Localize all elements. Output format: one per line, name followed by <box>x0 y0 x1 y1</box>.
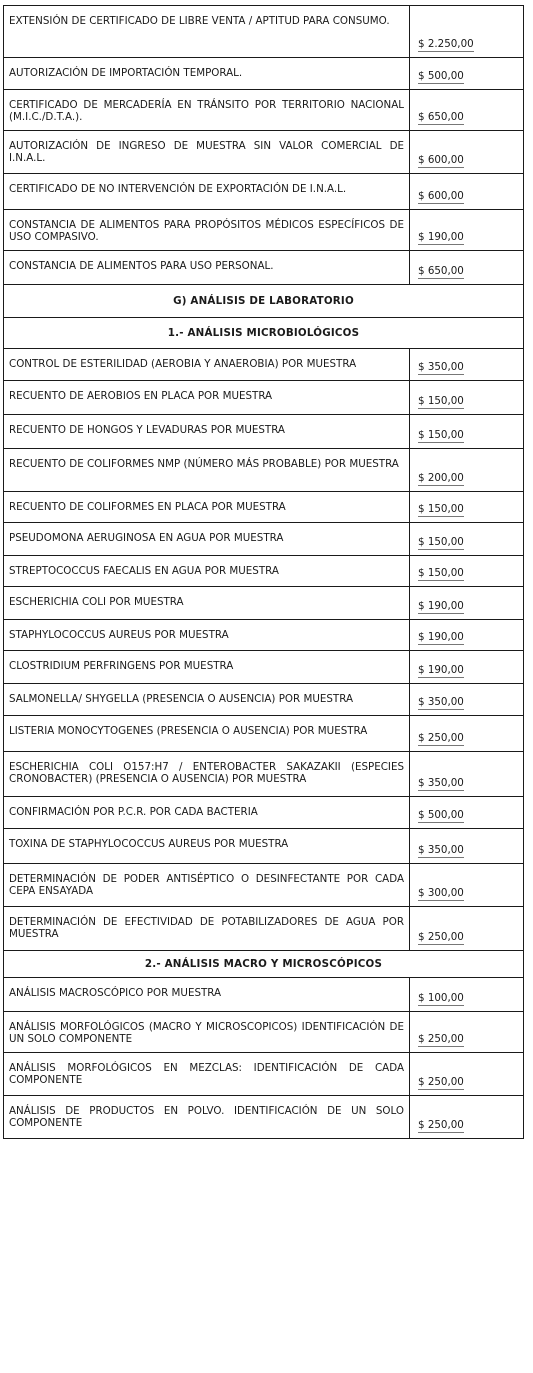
fee-row <box>4 684 524 716</box>
fee-price-cell <box>410 620 524 651</box>
fee-price-cell <box>410 58 524 90</box>
fee-price: $ 600,00 <box>418 190 464 204</box>
fee-description: CERTIFICADO DE NO INTERVENCIÓN DE EXPORTACIÓN DE I.N.A.L. <box>4 174 410 210</box>
fee-description: CERTIFICADO DE MERCADERÍA EN TRÁNSITO POR TERRITORIO NACIONAL (M.I.C./D.T.A.). <box>4 90 410 131</box>
fee-table-body <box>4 6 524 1139</box>
fee-price: $ 500,00 <box>418 809 464 823</box>
section-heading: G) ANÁLISIS DE LABORATORIO <box>4 285 524 318</box>
fee-row <box>4 415 524 449</box>
fee-row <box>4 210 524 251</box>
fee-row <box>4 174 524 210</box>
section-heading: 2.- ANÁLISIS MACRO Y MICROSCÓPICOS <box>4 951 524 978</box>
fee-price: $ 650,00 <box>418 265 464 279</box>
fee-row <box>4 556 524 587</box>
fee-description: LISTERIA MONOCYTOGENES (PRESENCIA O AUSENCIA) POR MUESTRA <box>4 716 410 752</box>
fee-description: RECUENTO DE HONGOS Y LEVADURAS POR MUESTRA <box>4 415 410 449</box>
fee-description: ANÁLISIS MORFOLÓGICOS EN MEZCLAS: IDENTIFICACIÓN DE CADA COMPONENTE <box>4 1053 410 1096</box>
fee-row <box>4 907 524 951</box>
fee-price-cell <box>410 684 524 716</box>
fee-row <box>4 587 524 620</box>
fee-row <box>4 1096 524 1139</box>
fee-price: $ 2.250,00 <box>418 38 474 52</box>
fee-description: CLOSTRIDIUM PERFRINGENS POR MUESTRA <box>4 651 410 684</box>
fee-price: $ 350,00 <box>418 696 464 710</box>
fee-description: TOXINA DE STAPHYLOCOCCUS AUREUS POR MUESTRA <box>4 829 410 864</box>
fee-price-cell <box>410 523 524 556</box>
fee-description: RECUENTO DE AEROBIOS EN PLACA POR MUESTRA <box>4 381 410 415</box>
fee-price-cell <box>410 6 524 58</box>
fee-price-cell <box>410 251 524 285</box>
fee-price-cell <box>410 449 524 492</box>
fee-price-cell <box>410 415 524 449</box>
fee-price: $ 150,00 <box>418 395 464 409</box>
fee-row <box>4 716 524 752</box>
fee-row <box>4 651 524 684</box>
fee-row <box>4 381 524 415</box>
fee-price-cell <box>410 1012 524 1053</box>
fee-price-cell <box>410 829 524 864</box>
fee-description: CONSTANCIA DE ALIMENTOS PARA PROPÓSITOS MÉDICOS ESPECÍFICOS DE USO COMPASIVO. <box>4 210 410 251</box>
fee-price: $ 350,00 <box>418 777 464 791</box>
fee-price: $ 500,00 <box>418 70 464 84</box>
fee-row <box>4 492 524 523</box>
fee-row <box>4 978 524 1012</box>
fee-price-cell <box>410 210 524 251</box>
fee-price-cell <box>410 752 524 797</box>
fee-description: ANÁLISIS MACROSCÓPICO POR MUESTRA <box>4 978 410 1012</box>
fee-price: $ 250,00 <box>418 1076 464 1090</box>
fee-row <box>4 131 524 174</box>
fee-description: AUTORIZACIÓN DE IMPORTACIÓN TEMPORAL. <box>4 58 410 90</box>
fee-price: $ 250,00 <box>418 1119 464 1133</box>
fee-price-cell <box>410 978 524 1012</box>
fee-price-cell <box>410 864 524 907</box>
fee-price: $ 150,00 <box>418 503 464 517</box>
fee-description: RECUENTO DE COLIFORMES NMP (NÚMERO MÁS PROBABLE) POR MUESTRA <box>4 449 410 492</box>
fee-row <box>4 752 524 797</box>
fee-description: CONSTANCIA DE ALIMENTOS PARA USO PERSONAL. <box>4 251 410 285</box>
fee-description: ESCHERICHIA COLI O157:H7 / ENTEROBACTER SAKAZAKII (ESPECIES CRONOBACTER) (PRESENCIA O AUSENCIA) POR MUESTRA <box>4 752 410 797</box>
fee-price: $ 600,00 <box>418 154 464 168</box>
fee-price-cell <box>410 1096 524 1139</box>
fee-price-cell <box>410 349 524 381</box>
fee-description: DETERMINACIÓN DE PODER ANTISÉPTICO O DESINFECTANTE POR CADA CEPA ENSAYADA <box>4 864 410 907</box>
fee-description: STREPTOCOCCUS FAECALIS EN AGUA POR MUESTRA <box>4 556 410 587</box>
fee-row <box>4 6 524 58</box>
fee-row <box>4 251 524 285</box>
section-row <box>4 285 524 318</box>
fee-price-cell <box>410 492 524 523</box>
fee-row <box>4 797 524 829</box>
fee-row <box>4 620 524 651</box>
fee-price: $ 350,00 <box>418 844 464 858</box>
fee-price: $ 150,00 <box>418 567 464 581</box>
fee-description: ESCHERICHIA COLI POR MUESTRA <box>4 587 410 620</box>
fee-description: CONTROL DE ESTERILIDAD (AEROBIA Y ANAEROBIA) POR MUESTRA <box>4 349 410 381</box>
fee-price-cell <box>410 381 524 415</box>
fee-price-cell <box>410 1053 524 1096</box>
fee-price: $ 250,00 <box>418 732 464 746</box>
fee-row <box>4 449 524 492</box>
fee-price: $ 190,00 <box>418 631 464 645</box>
fee-price: $ 190,00 <box>418 664 464 678</box>
fee-price: $ 650,00 <box>418 111 464 125</box>
fee-price-cell <box>410 716 524 752</box>
fee-row <box>4 829 524 864</box>
fee-price: $ 200,00 <box>418 472 464 486</box>
fee-description: ANÁLISIS DE PRODUCTOS EN POLVO. IDENTIFICACIÓN DE UN SOLO COMPONENTE <box>4 1096 410 1139</box>
fee-description: PSEUDOMONA AERUGINOSA EN AGUA POR MUESTRA <box>4 523 410 556</box>
fee-price: $ 190,00 <box>418 600 464 614</box>
fee-description: ANÁLISIS MORFOLÓGICOS (MACRO Y MICROSCOPICOS) IDENTIFICACIÓN DE UN SOLO COMPONENTE <box>4 1012 410 1053</box>
fee-price-cell <box>410 90 524 131</box>
fee-description: RECUENTO DE COLIFORMES EN PLACA POR MUESTRA <box>4 492 410 523</box>
fee-row <box>4 864 524 907</box>
fee-price: $ 190,00 <box>418 231 464 245</box>
fee-row <box>4 58 524 90</box>
fee-price: $ 100,00 <box>418 992 464 1006</box>
fee-row <box>4 1053 524 1096</box>
fee-price: $ 350,00 <box>418 361 464 375</box>
fee-price-cell <box>410 174 524 210</box>
fee-row <box>4 1012 524 1053</box>
fee-price: $ 250,00 <box>418 931 464 945</box>
fee-price: $ 250,00 <box>418 1033 464 1047</box>
section-row <box>4 951 524 978</box>
fee-price: $ 150,00 <box>418 536 464 550</box>
section-row <box>4 318 524 349</box>
fee-price-cell <box>410 651 524 684</box>
fee-row <box>4 349 524 381</box>
fee-description: STAPHYLOCOCCUS AUREUS POR MUESTRA <box>4 620 410 651</box>
fee-price: $ 150,00 <box>418 429 464 443</box>
fee-price-cell <box>410 556 524 587</box>
fee-description: SALMONELLA/ SHYGELLA (PRESENCIA O AUSENCIA) POR MUESTRA <box>4 684 410 716</box>
fee-description: AUTORIZACIÓN DE INGRESO DE MUESTRA SIN VALOR COMERCIAL DE I.N.A.L. <box>4 131 410 174</box>
fee-price-cell <box>410 587 524 620</box>
fee-row <box>4 90 524 131</box>
fee-description: EXTENSIÓN DE CERTIFICADO DE LIBRE VENTA / APTITUD PARA CONSUMO. <box>4 6 410 58</box>
fee-price: $ 300,00 <box>418 887 464 901</box>
fee-price-cell <box>410 797 524 829</box>
fee-price-cell <box>410 907 524 951</box>
fee-description: CONFIRMACIÓN POR P.C.R. POR CADA BACTERIA <box>4 797 410 829</box>
fee-row <box>4 523 524 556</box>
fee-price-cell <box>410 131 524 174</box>
section-heading: 1.- ANÁLISIS MICROBIOLÓGICOS <box>4 318 524 349</box>
fee-description: DETERMINACIÓN DE EFECTIVIDAD DE POTABILIZADORES DE AGUA POR MUESTRA <box>4 907 410 951</box>
fee-table <box>3 5 524 1139</box>
